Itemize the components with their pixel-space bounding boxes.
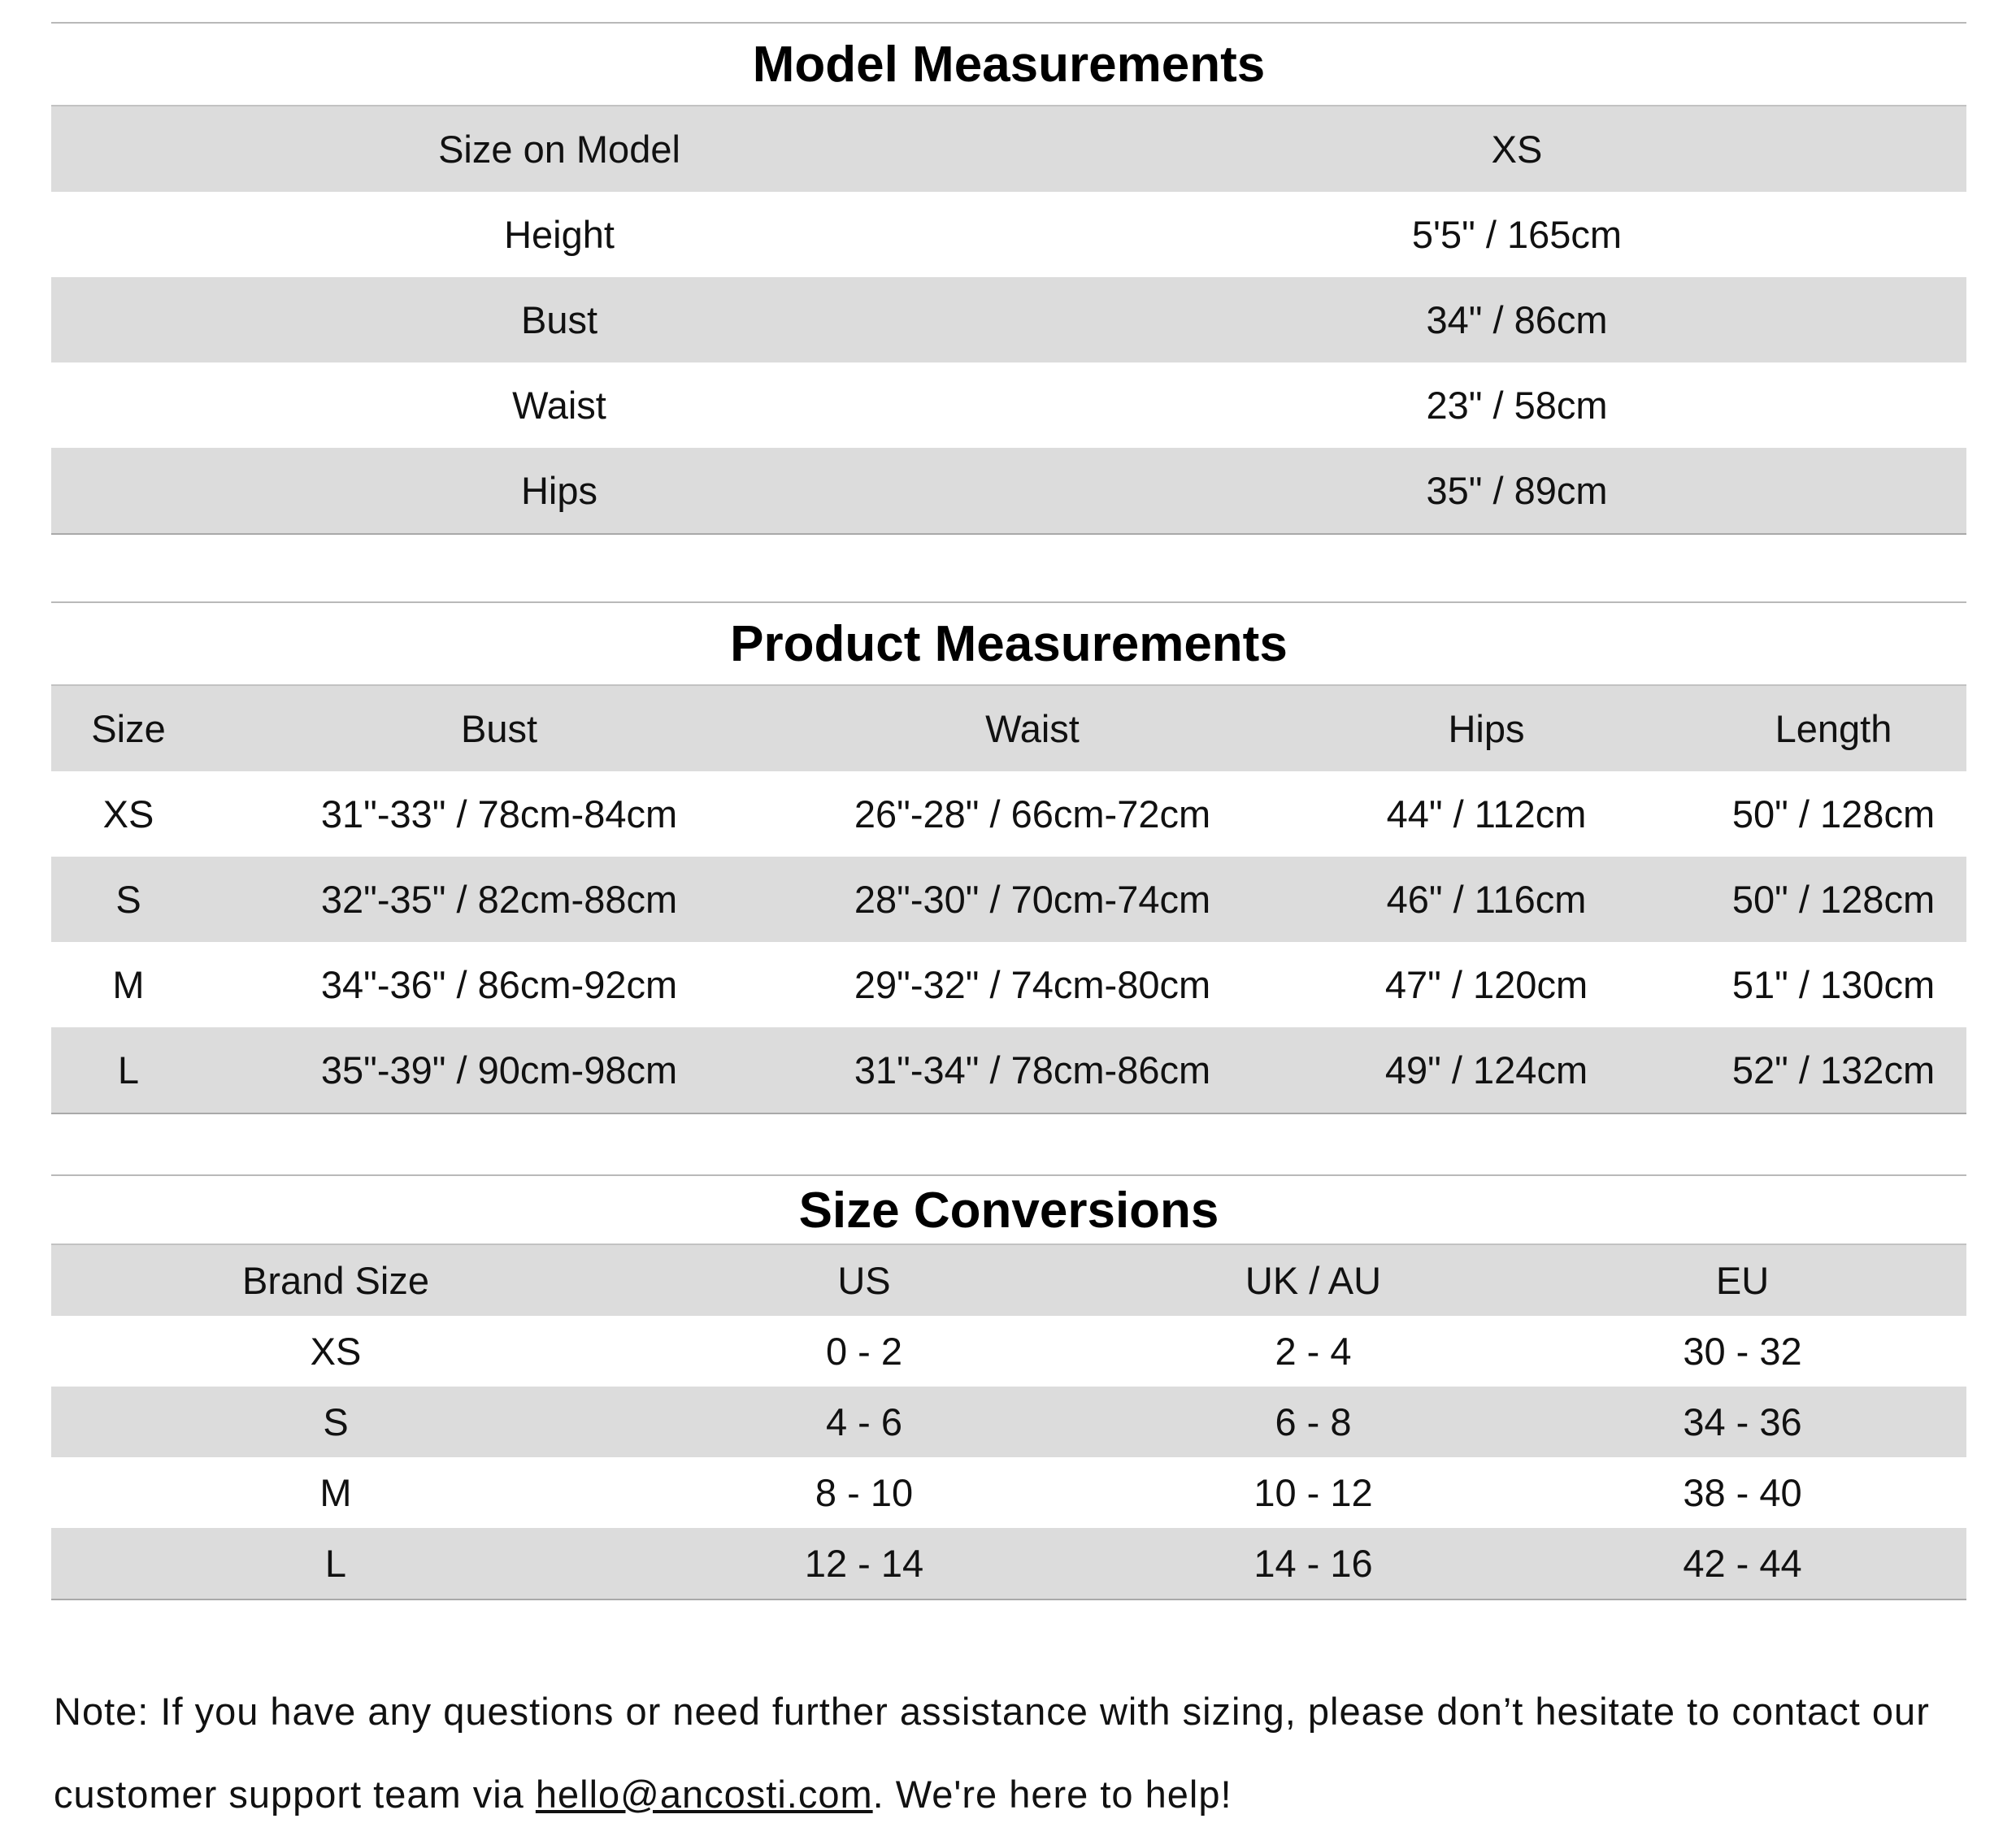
table-row <box>51 942 1966 1027</box>
note-text-after: . We're here to help! <box>872 1773 1232 1816</box>
table-header-row <box>51 1245 1966 1316</box>
row-value: 35" / 89cm <box>1426 469 1608 512</box>
table-cell: 34 - 36 <box>1683 1400 1802 1443</box>
row-label: Hips <box>520 469 598 512</box>
row-value: 23" / 58cm <box>1426 384 1608 427</box>
size-conversions-table <box>51 1244 1966 1600</box>
support-email-link[interactable]: hello@ancosti.com <box>535 1773 873 1816</box>
product-measurements-table <box>51 684 1966 1114</box>
sizing-note <box>54 1670 1972 1836</box>
table-cell: 26"-28" / 66cm-72cm <box>854 792 1211 836</box>
table-cell: 46" / 116cm <box>1386 878 1587 921</box>
table-cell: M <box>112 963 145 1006</box>
table-cell: 31"-33" / 78cm-84cm <box>320 792 678 836</box>
table-cell: 29"-32" / 74cm-80cm <box>854 963 1211 1006</box>
table-row <box>51 277 1966 362</box>
column-header-waist: Waist <box>985 707 1080 750</box>
table-cell: S <box>323 1400 349 1443</box>
size-conversions-section <box>51 1174 1966 1600</box>
table-header-row <box>51 686 1966 771</box>
table-row <box>51 771 1966 857</box>
column-header-us: US <box>837 1259 891 1302</box>
row-label: Waist <box>512 384 606 427</box>
table-cell: 44" / 112cm <box>1386 792 1587 836</box>
table-cell: S <box>115 878 141 921</box>
table-cell: 30 - 32 <box>1683 1330 1802 1373</box>
table-cell: 49" / 124cm <box>1384 1048 1588 1092</box>
table-cell: 38 - 40 <box>1683 1471 1802 1514</box>
table-cell: L <box>324 1542 347 1585</box>
column-header-eu: EU <box>1715 1259 1770 1302</box>
note-text-before: Note: If you have any questions or need further assistance with sizing, please don’t hesitate to contact our customer support team via <box>54 1690 1930 1816</box>
table-cell: 2 - 4 <box>1275 1330 1352 1373</box>
table-row <box>51 106 1966 192</box>
table-row <box>51 857 1966 942</box>
table-cell: L <box>117 1048 140 1092</box>
table-cell: 34"-36" / 86cm-92cm <box>320 963 678 1006</box>
table-cell: 52" / 132cm <box>1731 1048 1936 1092</box>
table-cell: 10 - 12 <box>1253 1471 1373 1514</box>
table-row <box>51 192 1966 277</box>
table-row <box>51 448 1966 533</box>
table-cell: M <box>319 1471 352 1514</box>
table-row <box>51 1387 1966 1457</box>
model-measurements-table <box>51 105 1966 535</box>
row-value: 34" / 86cm <box>1426 298 1608 341</box>
row-label: Size on Model <box>438 128 680 171</box>
product-measurements-title: Product Measurements <box>51 601 1966 684</box>
table-cell: 14 - 16 <box>1253 1542 1373 1585</box>
model-measurements-title: Model Measurements <box>51 22 1966 105</box>
table-cell: XS <box>102 792 154 836</box>
table-cell: 35"-39" / 90cm-98cm <box>320 1048 678 1092</box>
row-value: 5'5" / 165cm <box>1411 213 1623 256</box>
table-cell: 32"-35" / 82cm-88cm <box>320 878 678 921</box>
table-cell: XS <box>310 1330 362 1373</box>
model-measurements-section <box>51 22 1966 535</box>
table-row <box>51 1316 1966 1387</box>
table-cell: 4 - 6 <box>825 1400 903 1443</box>
table-cell: 12 - 14 <box>804 1542 924 1585</box>
table-cell: 28"-30" / 70cm-74cm <box>854 878 1211 921</box>
table-cell: 47" / 120cm <box>1384 963 1588 1006</box>
column-header-brand-size: Brand Size <box>242 1259 429 1302</box>
column-header-hips: Hips <box>1448 707 1525 750</box>
table-cell: 51" / 130cm <box>1731 963 1936 1006</box>
column-header-uk-au: UK / AU <box>1245 1259 1382 1302</box>
product-measurements-section <box>51 601 1966 1114</box>
column-header-length: Length <box>1775 707 1892 750</box>
table-cell: 6 - 8 <box>1275 1400 1352 1443</box>
column-header-size: Size <box>91 707 166 750</box>
table-cell: 50" / 128cm <box>1731 878 1936 921</box>
table-cell: 42 - 44 <box>1683 1542 1802 1585</box>
table-cell: 31"-34" / 78cm-86cm <box>854 1048 1211 1092</box>
table-row <box>51 1528 1966 1599</box>
column-header-bust: Bust <box>460 707 538 750</box>
table-cell: 50" / 128cm <box>1731 792 1936 836</box>
row-value: XS <box>1491 128 1543 171</box>
table-cell: 0 - 2 <box>825 1330 903 1373</box>
table-cell: 8 - 10 <box>815 1471 914 1514</box>
size-conversions-title: Size Conversions <box>51 1174 1966 1244</box>
row-label: Bust <box>520 298 598 341</box>
row-label: Height <box>504 213 615 256</box>
table-row <box>51 362 1966 448</box>
table-row <box>51 1457 1966 1528</box>
table-row <box>51 1027 1966 1113</box>
